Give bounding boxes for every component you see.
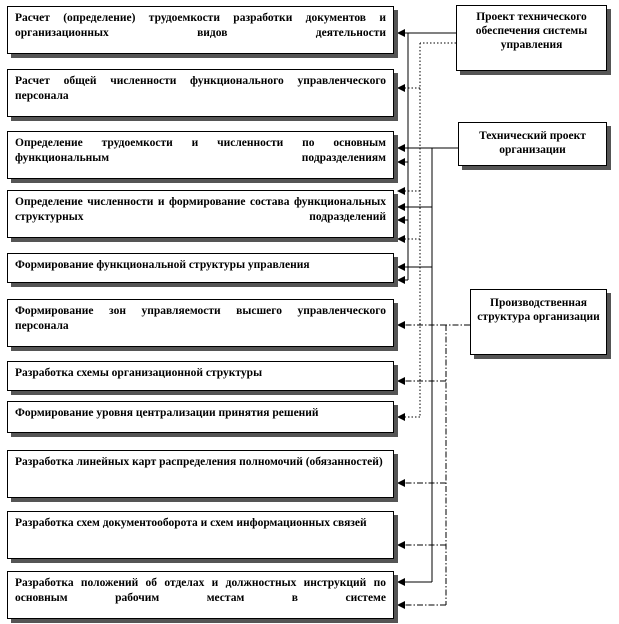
source-tech-support-project: Проект технического обеспечения системы управления	[456, 5, 607, 71]
step-structural-units-composition: Определение численности и формирование состава функциональных структурных подразделений	[7, 190, 394, 238]
source-tech-project: Технический проект организации	[458, 122, 607, 166]
dotted-connectors-left	[398, 43, 456, 417]
tech-support-project-connectors	[398, 33, 456, 280]
step-decision-centralization-level: Формирование уровня централизации принятия решений	[7, 401, 394, 433]
step-labor-intensity-calculation: Расчет (определение) трудоемкости разработки документов и организационных видов деятельности	[7, 6, 394, 54]
tech-project-connectors	[398, 148, 458, 582]
step-org-structure-scheme: Разработка схемы организационной структуры	[7, 361, 394, 391]
step-department-labor-and-headcount: Определение трудоемкости и численности по основным функциональным подразделениям	[7, 131, 394, 179]
source-production-structure: Производственная структура организации	[470, 289, 607, 355]
step-authority-distribution-maps: Разработка линейных карт распределения полномочий (обязанностей)	[7, 450, 394, 498]
production-structure-connectors	[398, 325, 470, 605]
step-document-flow-schemes: Разработка схем документооборота и схем информационных связей	[7, 511, 394, 559]
step-total-headcount-calculation: Расчет общей численности функционального управленческого персонала	[7, 69, 394, 117]
step-functional-structure: Формирование функциональной структуры управления	[7, 253, 394, 283]
step-department-regulations: Разработка положений об отделах и должностных инструкций по основным рабочим местам в системе	[7, 571, 394, 619]
step-management-span-zones: Формирование зон управляемости высшего управленческого персонала	[7, 299, 394, 347]
